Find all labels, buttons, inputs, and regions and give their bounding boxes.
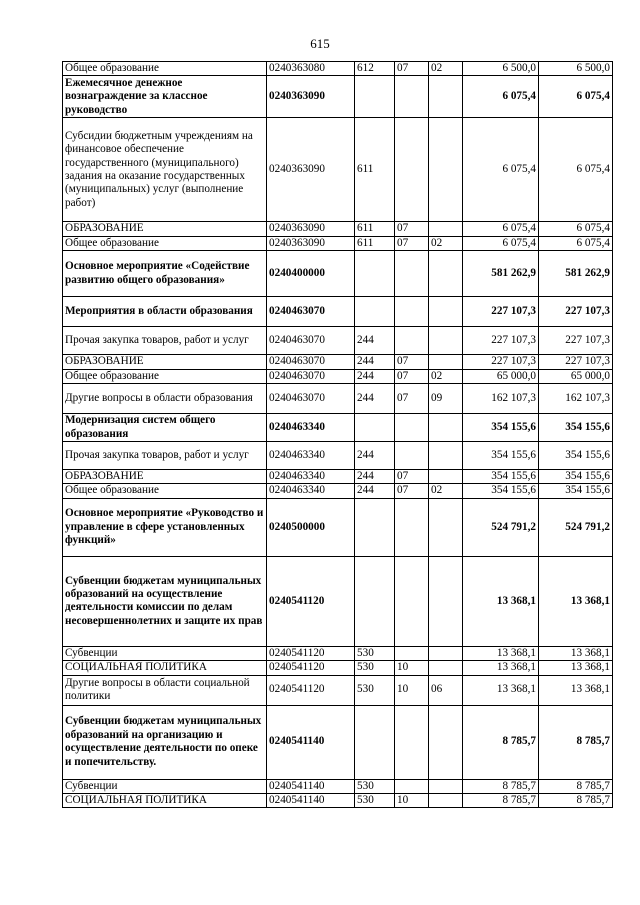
row-amount-cell: 65 000,0 bbox=[463, 369, 539, 383]
row-code-cell: 0240463070 bbox=[267, 327, 355, 355]
row-expense-type-cell: 244 bbox=[355, 327, 395, 355]
row-code-cell: 0240400000 bbox=[267, 251, 355, 297]
row-section-cell: 07 bbox=[395, 355, 429, 369]
row-code-cell: 0240541140 bbox=[267, 705, 355, 779]
row-expense-type-cell: 530 bbox=[355, 794, 395, 808]
table-row bbox=[63, 556, 613, 646]
row-code-cell: 0240363090 bbox=[267, 222, 355, 236]
row-code-cell: 0240541140 bbox=[267, 794, 355, 808]
row-expense-type-cell: 244 bbox=[355, 442, 395, 470]
row-amount-cell: 6 075,4 bbox=[463, 76, 539, 118]
row-subsection-cell bbox=[429, 297, 463, 327]
table-row bbox=[63, 327, 613, 355]
row-expense-type-cell: 244 bbox=[355, 484, 395, 498]
row-amount-2-cell: 354 155,6 bbox=[539, 470, 613, 484]
row-code-cell: 0240463340 bbox=[267, 470, 355, 484]
row-expense-type-cell: 244 bbox=[355, 384, 395, 414]
row-amount-2-cell: 6 500,0 bbox=[539, 62, 613, 76]
row-amount-2-cell: 162 107,3 bbox=[539, 384, 613, 414]
row-name-cell: Общее образование bbox=[63, 236, 267, 250]
row-subsection-cell bbox=[429, 442, 463, 470]
row-section-cell bbox=[395, 327, 429, 355]
row-name-cell: Общее образование bbox=[63, 369, 267, 383]
row-section-cell bbox=[395, 556, 429, 646]
row-amount-2-cell: 581 262,9 bbox=[539, 251, 613, 297]
row-expense-type-cell: 244 bbox=[355, 470, 395, 484]
row-amount-2-cell: 354 155,6 bbox=[539, 414, 613, 442]
row-code-cell: 0240463340 bbox=[267, 442, 355, 470]
table-row bbox=[63, 661, 613, 675]
table-row bbox=[63, 442, 613, 470]
row-name-cell: Модернизация систем общего образования bbox=[63, 414, 267, 442]
row-name-cell: Другие вопросы в области социальной политики bbox=[63, 675, 267, 705]
row-section-cell bbox=[395, 779, 429, 793]
row-amount-2-cell: 13 368,1 bbox=[539, 556, 613, 646]
row-subsection-cell bbox=[429, 327, 463, 355]
row-amount-2-cell: 13 368,1 bbox=[539, 675, 613, 705]
row-expense-type-cell bbox=[355, 414, 395, 442]
row-subsection-cell: 02 bbox=[429, 62, 463, 76]
row-subsection-cell bbox=[429, 646, 463, 660]
row-code-cell: 0240541120 bbox=[267, 661, 355, 675]
row-expense-type-cell: 530 bbox=[355, 661, 395, 675]
row-code-cell: 0240463070 bbox=[267, 369, 355, 383]
table-row bbox=[63, 484, 613, 498]
row-section-cell bbox=[395, 118, 429, 222]
row-expense-type-cell bbox=[355, 498, 395, 556]
row-code-cell: 0240463340 bbox=[267, 414, 355, 442]
row-code-cell: 0240363090 bbox=[267, 118, 355, 222]
row-subsection-cell: 02 bbox=[429, 484, 463, 498]
row-subsection-cell bbox=[429, 251, 463, 297]
row-expense-type-cell: 530 bbox=[355, 646, 395, 660]
row-name-cell: Основное мероприятие «Руководство и управление в сфере установленных функций» bbox=[63, 498, 267, 556]
row-amount-cell: 6 500,0 bbox=[463, 62, 539, 76]
row-amount-cell: 354 155,6 bbox=[463, 484, 539, 498]
row-amount-2-cell: 354 155,6 bbox=[539, 442, 613, 470]
row-expense-type-cell: 611 bbox=[355, 222, 395, 236]
row-code-cell: 0240463340 bbox=[267, 484, 355, 498]
row-name-cell: Основное мероприятие «Содействие развитию общего образования» bbox=[63, 251, 267, 297]
table-row bbox=[63, 369, 613, 383]
table-row bbox=[63, 470, 613, 484]
row-amount-cell: 13 368,1 bbox=[463, 661, 539, 675]
row-subsection-cell: 09 bbox=[429, 384, 463, 414]
row-section-cell bbox=[395, 498, 429, 556]
row-name-cell: Субвенции bbox=[63, 646, 267, 660]
row-section-cell: 07 bbox=[395, 470, 429, 484]
row-expense-type-cell bbox=[355, 297, 395, 327]
page-number: 615 bbox=[310, 36, 330, 51]
row-section-cell: 07 bbox=[395, 484, 429, 498]
row-subsection-cell bbox=[429, 779, 463, 793]
row-name-cell: ОБРАЗОВАНИЕ bbox=[63, 470, 267, 484]
row-expense-type-cell bbox=[355, 76, 395, 118]
row-amount-2-cell: 8 785,7 bbox=[539, 779, 613, 793]
row-section-cell: 10 bbox=[395, 675, 429, 705]
row-section-cell bbox=[395, 76, 429, 118]
row-code-cell: 0240463070 bbox=[267, 355, 355, 369]
row-section-cell: 07 bbox=[395, 222, 429, 236]
row-amount-cell: 524 791,2 bbox=[463, 498, 539, 556]
row-amount-cell: 227 107,3 bbox=[463, 355, 539, 369]
table-row bbox=[63, 779, 613, 793]
row-subsection-cell bbox=[429, 498, 463, 556]
row-code-cell: 0240363090 bbox=[267, 76, 355, 118]
row-expense-type-cell bbox=[355, 705, 395, 779]
row-section-cell bbox=[395, 442, 429, 470]
row-amount-cell: 8 785,7 bbox=[463, 794, 539, 808]
row-subsection-cell: 02 bbox=[429, 369, 463, 383]
table-row bbox=[63, 414, 613, 442]
row-name-cell: Субвенции бюджетам муниципальных образований на организацию и осуществление деятельности по опеке и попечительству. bbox=[63, 705, 267, 779]
row-name-cell: Мероприятия в области образования bbox=[63, 297, 267, 327]
row-amount-cell: 162 107,3 bbox=[463, 384, 539, 414]
table-row bbox=[63, 118, 613, 222]
row-amount-2-cell: 6 075,4 bbox=[539, 236, 613, 250]
row-subsection-cell bbox=[429, 556, 463, 646]
row-expense-type-cell bbox=[355, 251, 395, 297]
row-name-cell: ОБРАЗОВАНИЕ bbox=[63, 355, 267, 369]
row-subsection-cell bbox=[429, 222, 463, 236]
row-subsection-cell bbox=[429, 118, 463, 222]
row-code-cell: 0240541120 bbox=[267, 675, 355, 705]
table-row bbox=[63, 498, 613, 556]
row-code-cell: 0240463070 bbox=[267, 297, 355, 327]
row-section-cell bbox=[395, 251, 429, 297]
row-amount-cell: 13 368,1 bbox=[463, 556, 539, 646]
row-section-cell: 07 bbox=[395, 384, 429, 414]
row-section-cell: 07 bbox=[395, 236, 429, 250]
table-row bbox=[63, 297, 613, 327]
row-code-cell: 0240541120 bbox=[267, 556, 355, 646]
table-row bbox=[63, 794, 613, 808]
row-code-cell: 0240463070 bbox=[267, 384, 355, 414]
row-amount-2-cell: 227 107,3 bbox=[539, 327, 613, 355]
row-section-cell bbox=[395, 297, 429, 327]
budget-table-body bbox=[63, 62, 613, 808]
row-amount-cell: 13 368,1 bbox=[463, 675, 539, 705]
row-subsection-cell bbox=[429, 470, 463, 484]
table-row bbox=[63, 675, 613, 705]
row-subsection-cell bbox=[429, 355, 463, 369]
row-amount-2-cell: 227 107,3 bbox=[539, 297, 613, 327]
row-amount-2-cell: 13 368,1 bbox=[539, 661, 613, 675]
row-amount-2-cell: 8 785,7 bbox=[539, 794, 613, 808]
row-name-cell: Прочая закупка товаров, работ и услуг bbox=[63, 327, 267, 355]
row-name-cell: ОБРАЗОВАНИЕ bbox=[63, 222, 267, 236]
row-code-cell: 0240363080 bbox=[267, 62, 355, 76]
row-amount-cell: 6 075,4 bbox=[463, 118, 539, 222]
row-section-cell bbox=[395, 646, 429, 660]
row-name-cell: Общее образование bbox=[63, 484, 267, 498]
table-row bbox=[63, 251, 613, 297]
table-row bbox=[63, 222, 613, 236]
row-amount-2-cell: 524 791,2 bbox=[539, 498, 613, 556]
table-row bbox=[63, 76, 613, 118]
table-row bbox=[63, 355, 613, 369]
row-name-cell: Субсидии бюджетным учреждениям на финансовое обеспечение государственного (муниципального) задания на оказание государственных (муниципальных) услуг (выполнение работ) bbox=[63, 118, 267, 222]
row-expense-type-cell: 612 bbox=[355, 62, 395, 76]
row-subsection-cell bbox=[429, 661, 463, 675]
table-row bbox=[63, 236, 613, 250]
row-subsection-cell bbox=[429, 76, 463, 118]
table-row bbox=[63, 384, 613, 414]
row-amount-cell: 6 075,4 bbox=[463, 236, 539, 250]
row-amount-2-cell: 65 000,0 bbox=[539, 369, 613, 383]
row-amount-cell: 6 075,4 bbox=[463, 222, 539, 236]
row-section-cell: 10 bbox=[395, 794, 429, 808]
row-name-cell: СОЦИАЛЬНАЯ ПОЛИТИКА bbox=[63, 661, 267, 675]
row-expense-type-cell: 244 bbox=[355, 369, 395, 383]
row-name-cell: Субвенции bbox=[63, 779, 267, 793]
row-amount-2-cell: 6 075,4 bbox=[539, 76, 613, 118]
row-section-cell: 07 bbox=[395, 62, 429, 76]
row-section-cell bbox=[395, 414, 429, 442]
table-row bbox=[63, 62, 613, 76]
row-subsection-cell bbox=[429, 705, 463, 779]
row-code-cell: 0240363090 bbox=[267, 236, 355, 250]
row-expense-type-cell: 244 bbox=[355, 355, 395, 369]
row-expense-type-cell: 530 bbox=[355, 779, 395, 793]
row-amount-2-cell: 6 075,4 bbox=[539, 222, 613, 236]
row-name-cell: СОЦИАЛЬНАЯ ПОЛИТИКА bbox=[63, 794, 267, 808]
row-amount-cell: 13 368,1 bbox=[463, 646, 539, 660]
row-amount-cell: 227 107,3 bbox=[463, 297, 539, 327]
row-amount-cell: 354 155,6 bbox=[463, 414, 539, 442]
row-amount-2-cell: 354 155,6 bbox=[539, 484, 613, 498]
table-row bbox=[63, 705, 613, 779]
row-subsection-cell: 06 bbox=[429, 675, 463, 705]
table-row bbox=[63, 646, 613, 660]
row-name-cell: Прочая закупка товаров, работ и услуг bbox=[63, 442, 267, 470]
row-code-cell: 0240541140 bbox=[267, 779, 355, 793]
row-amount-cell: 8 785,7 bbox=[463, 779, 539, 793]
row-expense-type-cell bbox=[355, 556, 395, 646]
row-amount-2-cell: 13 368,1 bbox=[539, 646, 613, 660]
row-subsection-cell: 02 bbox=[429, 236, 463, 250]
row-amount-2-cell: 6 075,4 bbox=[539, 118, 613, 222]
row-subsection-cell bbox=[429, 794, 463, 808]
row-amount-cell: 227 107,3 bbox=[463, 327, 539, 355]
row-amount-2-cell: 8 785,7 bbox=[539, 705, 613, 779]
budget-table bbox=[62, 61, 613, 808]
row-expense-type-cell: 611 bbox=[355, 236, 395, 250]
row-amount-cell: 8 785,7 bbox=[463, 705, 539, 779]
row-code-cell: 0240500000 bbox=[267, 498, 355, 556]
row-expense-type-cell: 611 bbox=[355, 118, 395, 222]
row-section-cell: 10 bbox=[395, 661, 429, 675]
row-amount-cell: 581 262,9 bbox=[463, 251, 539, 297]
row-amount-2-cell: 227 107,3 bbox=[539, 355, 613, 369]
row-subsection-cell bbox=[429, 414, 463, 442]
row-name-cell: Субвенции бюджетам муниципальных образований на осуществление деятельности комиссии по делам несовершеннолетних и защите их прав bbox=[63, 556, 267, 646]
row-amount-cell: 354 155,6 bbox=[463, 470, 539, 484]
row-section-cell bbox=[395, 705, 429, 779]
row-name-cell: Другие вопросы в области образования bbox=[63, 384, 267, 414]
row-code-cell: 0240541120 bbox=[267, 646, 355, 660]
row-name-cell: Ежемесячное денежное вознаграждение за классное руководство bbox=[63, 76, 267, 118]
row-section-cell: 07 bbox=[395, 369, 429, 383]
row-amount-cell: 354 155,6 bbox=[463, 442, 539, 470]
row-expense-type-cell: 530 bbox=[355, 675, 395, 705]
row-name-cell: Общее образование bbox=[63, 62, 267, 76]
